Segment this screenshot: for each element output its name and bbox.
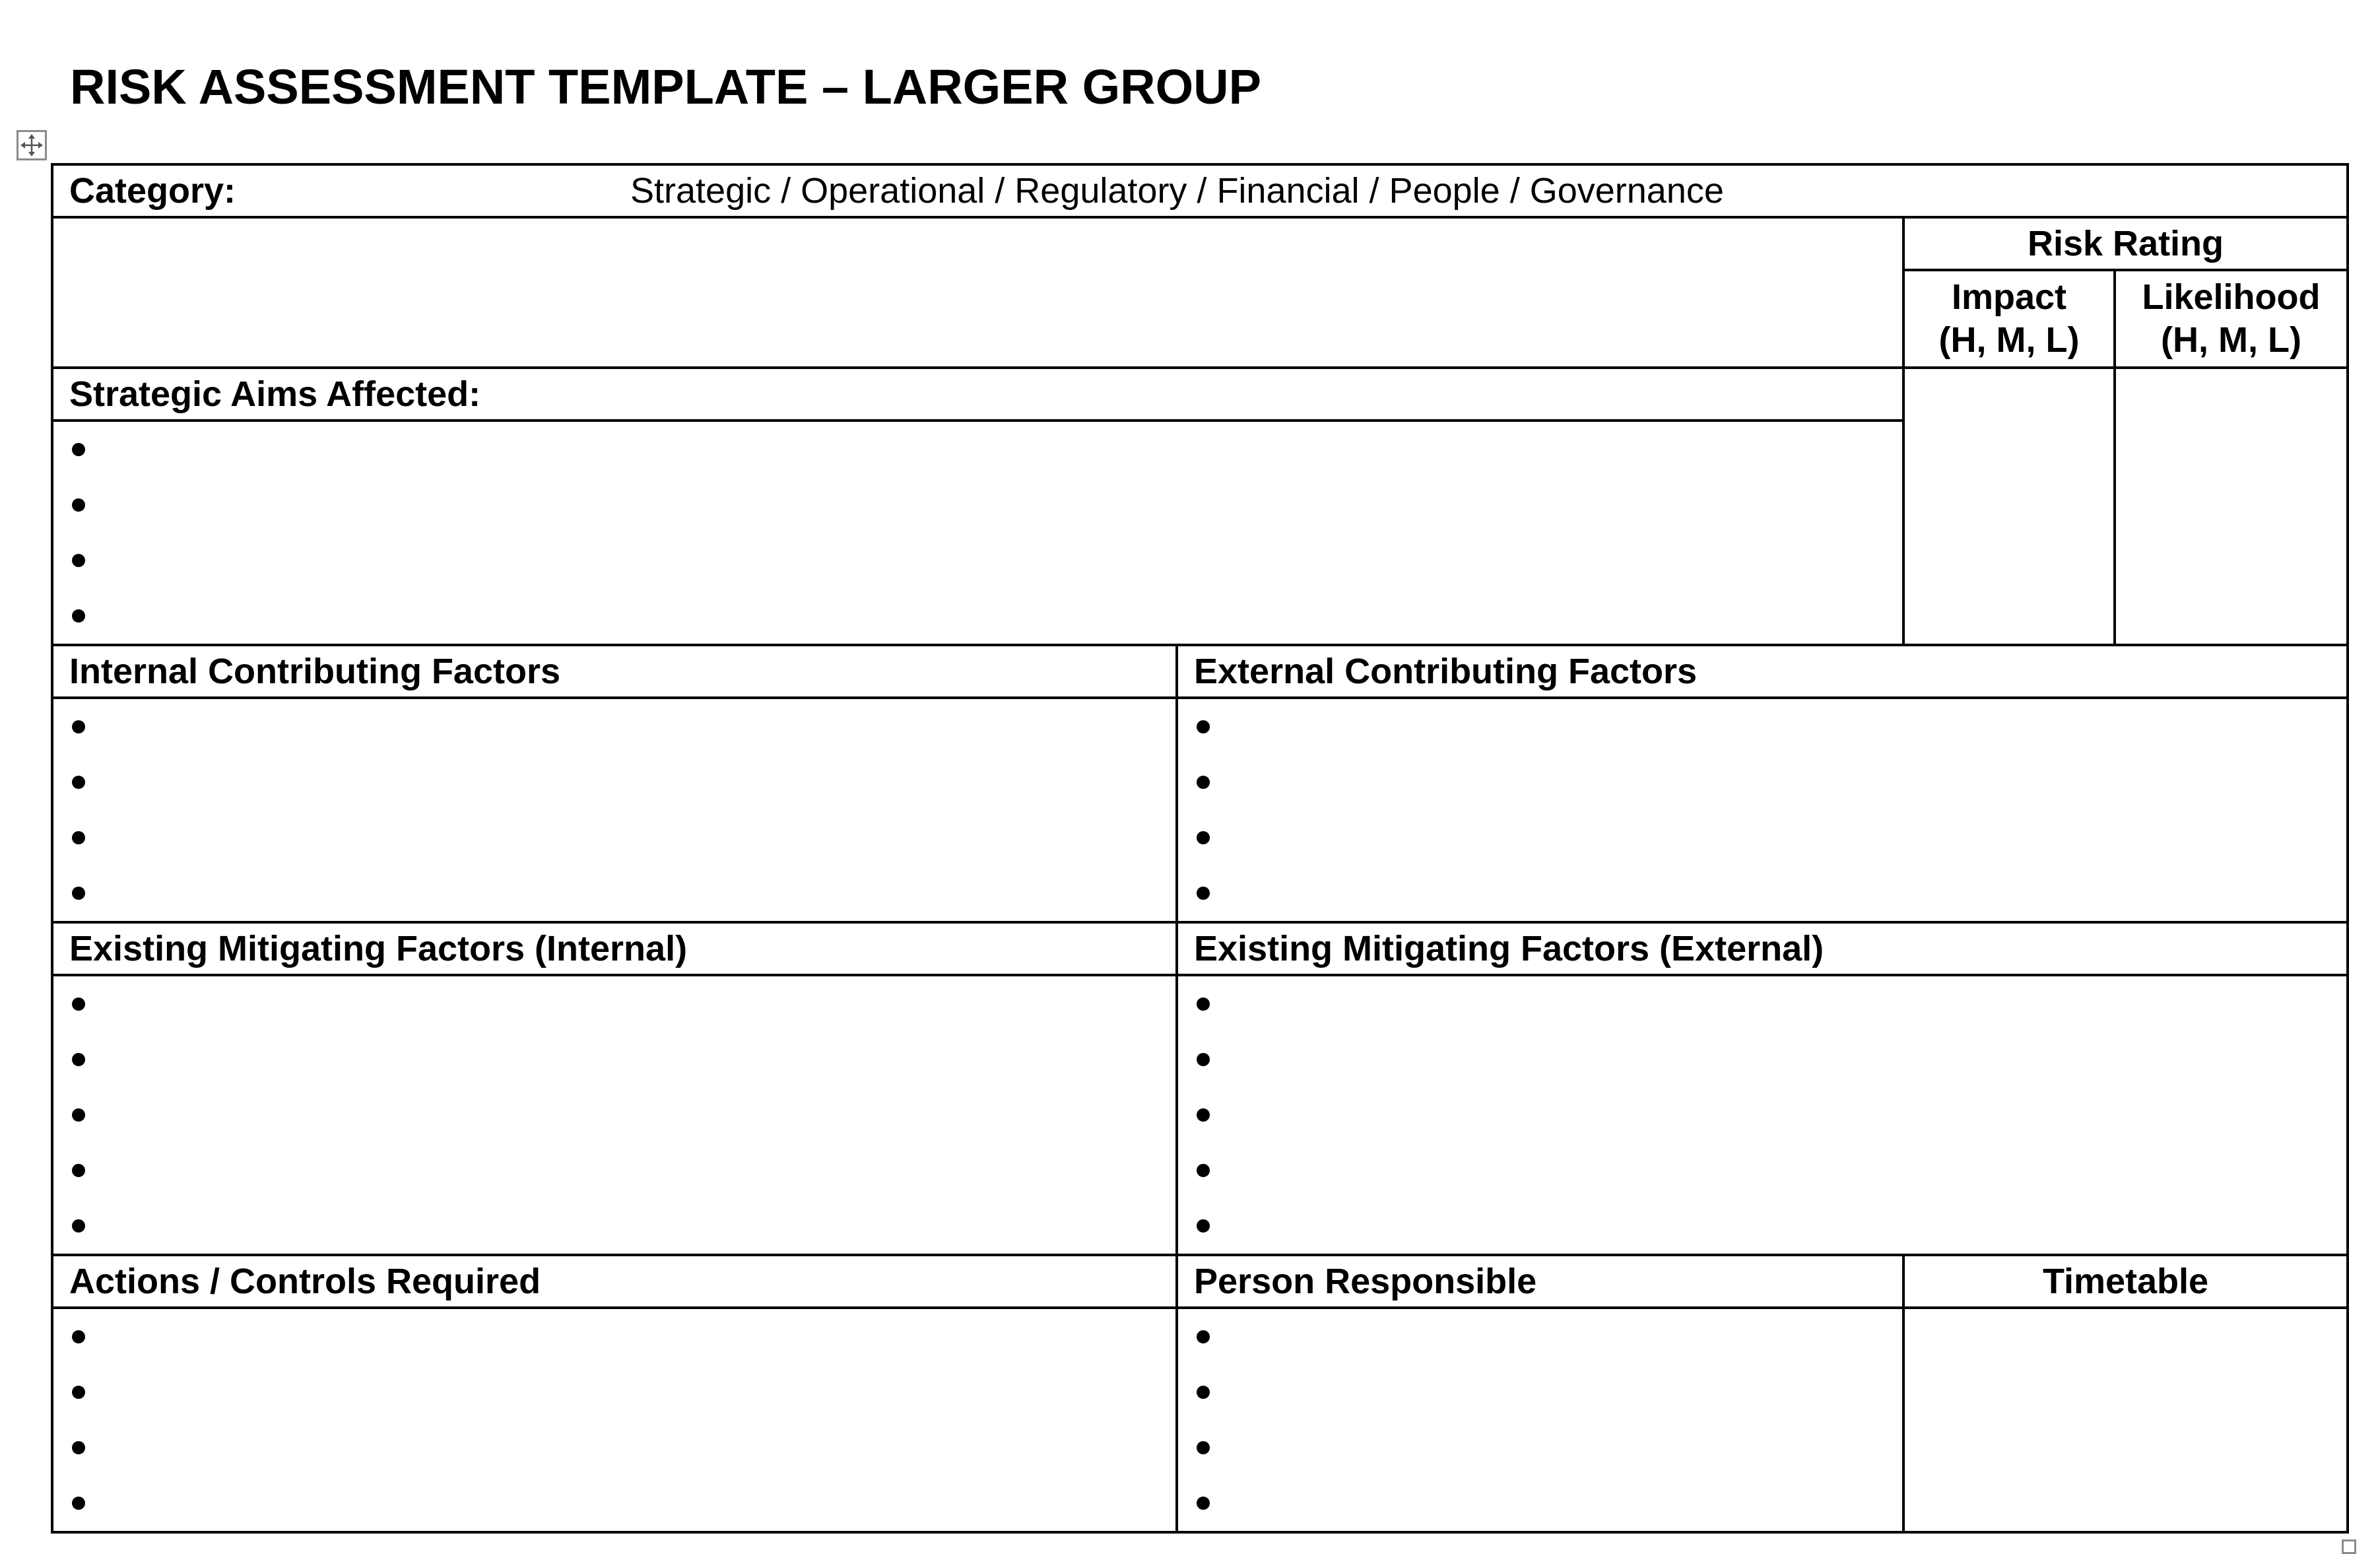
list-item[interactable]	[1194, 1309, 1886, 1365]
list-item[interactable]	[1194, 699, 2330, 755]
mitigating-internal-list-cell[interactable]	[52, 975, 1177, 1255]
risk-rating-title: Risk Rating	[1903, 217, 2348, 270]
list-item[interactable]	[69, 477, 1886, 533]
list-item[interactable]	[1194, 755, 2330, 810]
person-responsible-list-cell[interactable]	[1177, 1308, 1903, 1532]
category-label: Category:	[69, 170, 236, 211]
person-responsible-label: Person Responsible	[1177, 1255, 1903, 1308]
category-cell[interactable]	[52, 164, 2348, 217]
mitigating-external-list	[1194, 976, 2330, 1254]
strategic-aims-list-cell[interactable]	[52, 421, 1903, 645]
list-item[interactable]	[1194, 1143, 2330, 1198]
strategic-aims-label: Strategic Aims Affected:	[52, 368, 1903, 421]
internal-factors-list-cell[interactable]	[52, 698, 1177, 922]
list-item[interactable]	[69, 1087, 1160, 1143]
risk-description-cell[interactable]	[52, 217, 1903, 368]
list-item[interactable]	[69, 865, 1160, 921]
table-move-handle-icon[interactable]	[17, 130, 47, 160]
list-item[interactable]	[69, 1143, 1160, 1198]
contributing-factors-header-row	[52, 645, 2348, 698]
actions-list-cell[interactable]	[52, 1308, 1177, 1532]
external-factors-list	[1194, 699, 2330, 921]
list-item[interactable]	[1194, 1475, 1886, 1531]
risk-rating-header-row	[52, 217, 2348, 270]
mitigating-factors-list-row	[52, 975, 2348, 1255]
list-item[interactable]	[1194, 865, 2330, 921]
list-item[interactable]	[69, 976, 1160, 1032]
mitigating-internal-list	[69, 976, 1160, 1254]
list-item[interactable]	[1194, 1365, 1886, 1420]
timetable-label: Timetable	[1903, 1255, 2348, 1308]
impact-scale: (H, M, L)	[1938, 320, 2080, 360]
document-title: RISK ASSESSMENT TEMPLATE – LARGER GROUP	[70, 59, 1261, 114]
mitigating-external-list-cell[interactable]	[1177, 975, 2348, 1255]
mitigating-internal-label: Existing Mitigating Factors (Internal)	[52, 922, 1177, 975]
strategic-aims-header-row	[52, 368, 2348, 421]
mitigating-factors-header-row	[52, 922, 2348, 975]
list-item[interactable]	[1194, 1198, 2330, 1254]
list-item[interactable]	[69, 588, 1886, 644]
likelihood-value-cell[interactable]	[2115, 368, 2348, 645]
list-item[interactable]	[69, 533, 1886, 588]
category-row	[52, 164, 2348, 217]
list-item[interactable]	[69, 755, 1160, 810]
list-item[interactable]	[69, 1198, 1160, 1254]
list-item[interactable]	[69, 699, 1160, 755]
actions-list-row	[52, 1308, 2348, 1532]
timetable-value-cell[interactable]	[1903, 1308, 2348, 1532]
list-item[interactable]	[1194, 810, 2330, 865]
likelihood-label: Likelihood	[2142, 277, 2321, 318]
impact-label: Impact	[1951, 277, 2067, 318]
list-item[interactable]	[69, 810, 1160, 865]
category-options: Strategic / Operational / Regulatory / Financial / People / Governance	[630, 170, 1724, 211]
actions-list	[69, 1309, 1160, 1531]
list-item[interactable]	[1194, 1087, 2330, 1143]
external-factors-list-cell[interactable]	[1177, 698, 2348, 922]
external-factors-label: External Contributing Factors	[1177, 645, 2348, 698]
impact-value-cell[interactable]	[1903, 368, 2115, 645]
likelihood-header	[2115, 270, 2348, 368]
actions-label: Actions / Controls Required	[52, 1255, 1177, 1308]
person-responsible-list	[1194, 1309, 1886, 1531]
impact-header	[1903, 270, 2115, 368]
list-item[interactable]	[69, 1420, 1160, 1475]
list-item[interactable]	[69, 1032, 1160, 1087]
mitigating-external-label: Existing Mitigating Factors (External)	[1177, 922, 2348, 975]
actions-header-row	[52, 1255, 2348, 1308]
list-item[interactable]	[1194, 1032, 2330, 1087]
strategic-aims-list	[69, 422, 1886, 644]
contributing-factors-list-row	[52, 698, 2348, 922]
likelihood-scale: (H, M, L)	[2161, 320, 2301, 360]
list-item[interactable]	[1194, 976, 2330, 1032]
list-item[interactable]	[69, 1309, 1160, 1365]
list-item[interactable]	[69, 1365, 1160, 1420]
list-item[interactable]	[69, 1475, 1160, 1531]
list-item[interactable]	[69, 422, 1886, 477]
internal-factors-label: Internal Contributing Factors	[52, 645, 1177, 698]
list-item[interactable]	[1194, 1420, 1886, 1475]
risk-assessment-table	[51, 163, 2349, 1534]
internal-factors-list	[69, 699, 1160, 921]
table-resize-handle-icon[interactable]	[2342, 1539, 2356, 1554]
move-arrows-icon	[18, 132, 45, 158]
